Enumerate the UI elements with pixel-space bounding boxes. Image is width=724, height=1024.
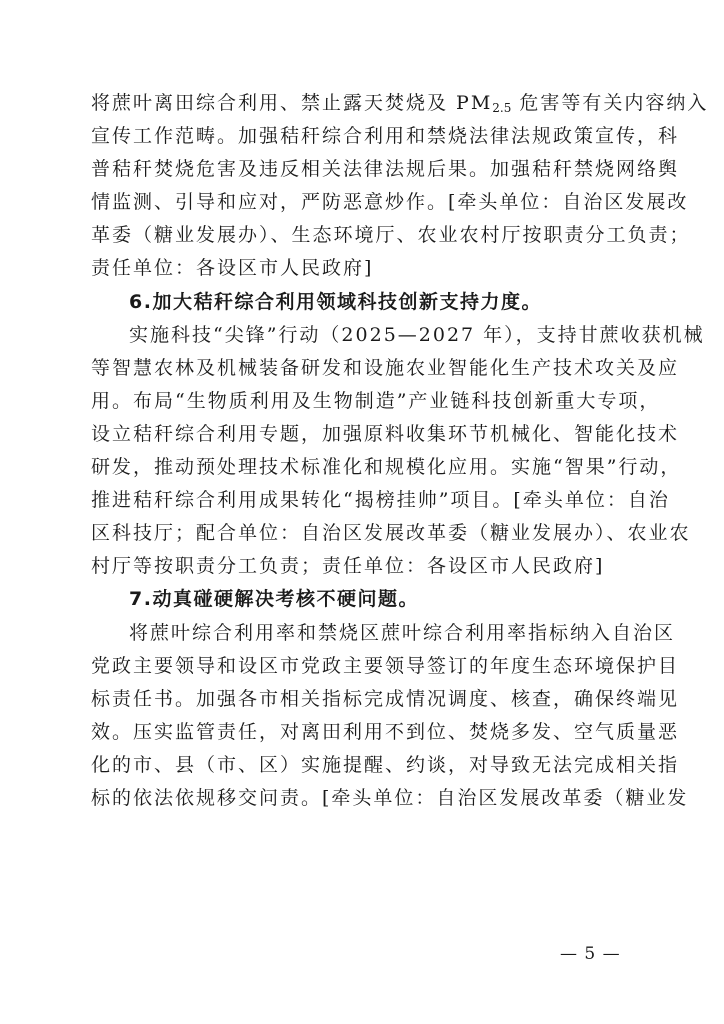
text-line: 等智慧农林及机械装备研发和设施农业智能化生产技术攻关及应 <box>91 356 680 379</box>
text-line: 用。布局“生物质利用及生物制造”产业链科技创新重大专项， <box>91 389 661 412</box>
text-line: 区科技厅；配合单位：自治区发展改革委（糖业发展办）、农业农 <box>91 522 691 545</box>
text-segment: 将蔗叶离田综合利用、禁止露天焚烧及 PM <box>91 92 493 114</box>
text-line: 革委（糖业发展办）、生态环境厅、农业农村厅按职责分工负责； <box>91 224 691 247</box>
text-line: 将蔗叶综合利用率和禁烧区蔗叶综合利用率指标纳入自治区 <box>129 621 676 644</box>
text-line: 化的市、县（市、区）实施提醒、约谈，对导致无法完成相关指 <box>91 753 680 776</box>
text-line: 效。压实监管责任，对离田利用不到位、焚烧多发、空气质量恶 <box>91 720 680 743</box>
text-line: 责任单位：各设区市人民政府] <box>91 257 374 280</box>
text-line: 研发，推动预处理技术标准化和规模化应用。实施“智果”行动， <box>91 456 682 479</box>
text-line: 普秸秆焚烧危害及违反相关法律法规后果。加强秸秆禁烧网络舆 <box>91 158 680 181</box>
text-line: 推进秸秆综合利用成果转化“揭榜挂帅”项目。[牵头单位：自治 <box>91 489 670 512</box>
text-line: 设立秸秆综合利用专题，加强原料收集环节机械化、智能化技术 <box>91 422 680 445</box>
page-number: — 5 — <box>560 944 621 964</box>
text-line: 标的依法依规移交问责。[牵头单位：自治区发展改革委（糖业发 <box>91 786 689 809</box>
text-line: 村厅等按职责分工负责；责任单位：各设区市人民政府] <box>91 555 605 578</box>
text-line <box>91 87 709 120</box>
body-text <box>91 87 709 815</box>
text-line: 情监测、引导和应对，严防恶意炒作。[牵头单位：自治区发展改 <box>91 191 689 214</box>
text-segment: 危害等有关内容纳入 <box>511 92 709 114</box>
text-line: 宣传工作范畴。加强秸秆综合利用和禁烧法律法规政策宣传，科 <box>91 125 680 148</box>
subscript: 2.5 <box>492 101 512 115</box>
text-line: 标责任书。加强各市相关指标完成情况调度、核查，确保终端见 <box>91 687 680 710</box>
text-line: 实施科技“尖锋”行动（2025—2027 年），支持甘蔗收获机械 <box>129 323 705 346</box>
section-heading-6: 6.加大秸秆综合利用领域科技创新支持力度。 <box>129 290 542 313</box>
text-line: 党政主要领导和设区市党政主要领导签订的年度生态环境保护目 <box>91 654 680 677</box>
section-heading-7: 7.动真碰硬解决考核不硬问题。 <box>129 588 419 611</box>
